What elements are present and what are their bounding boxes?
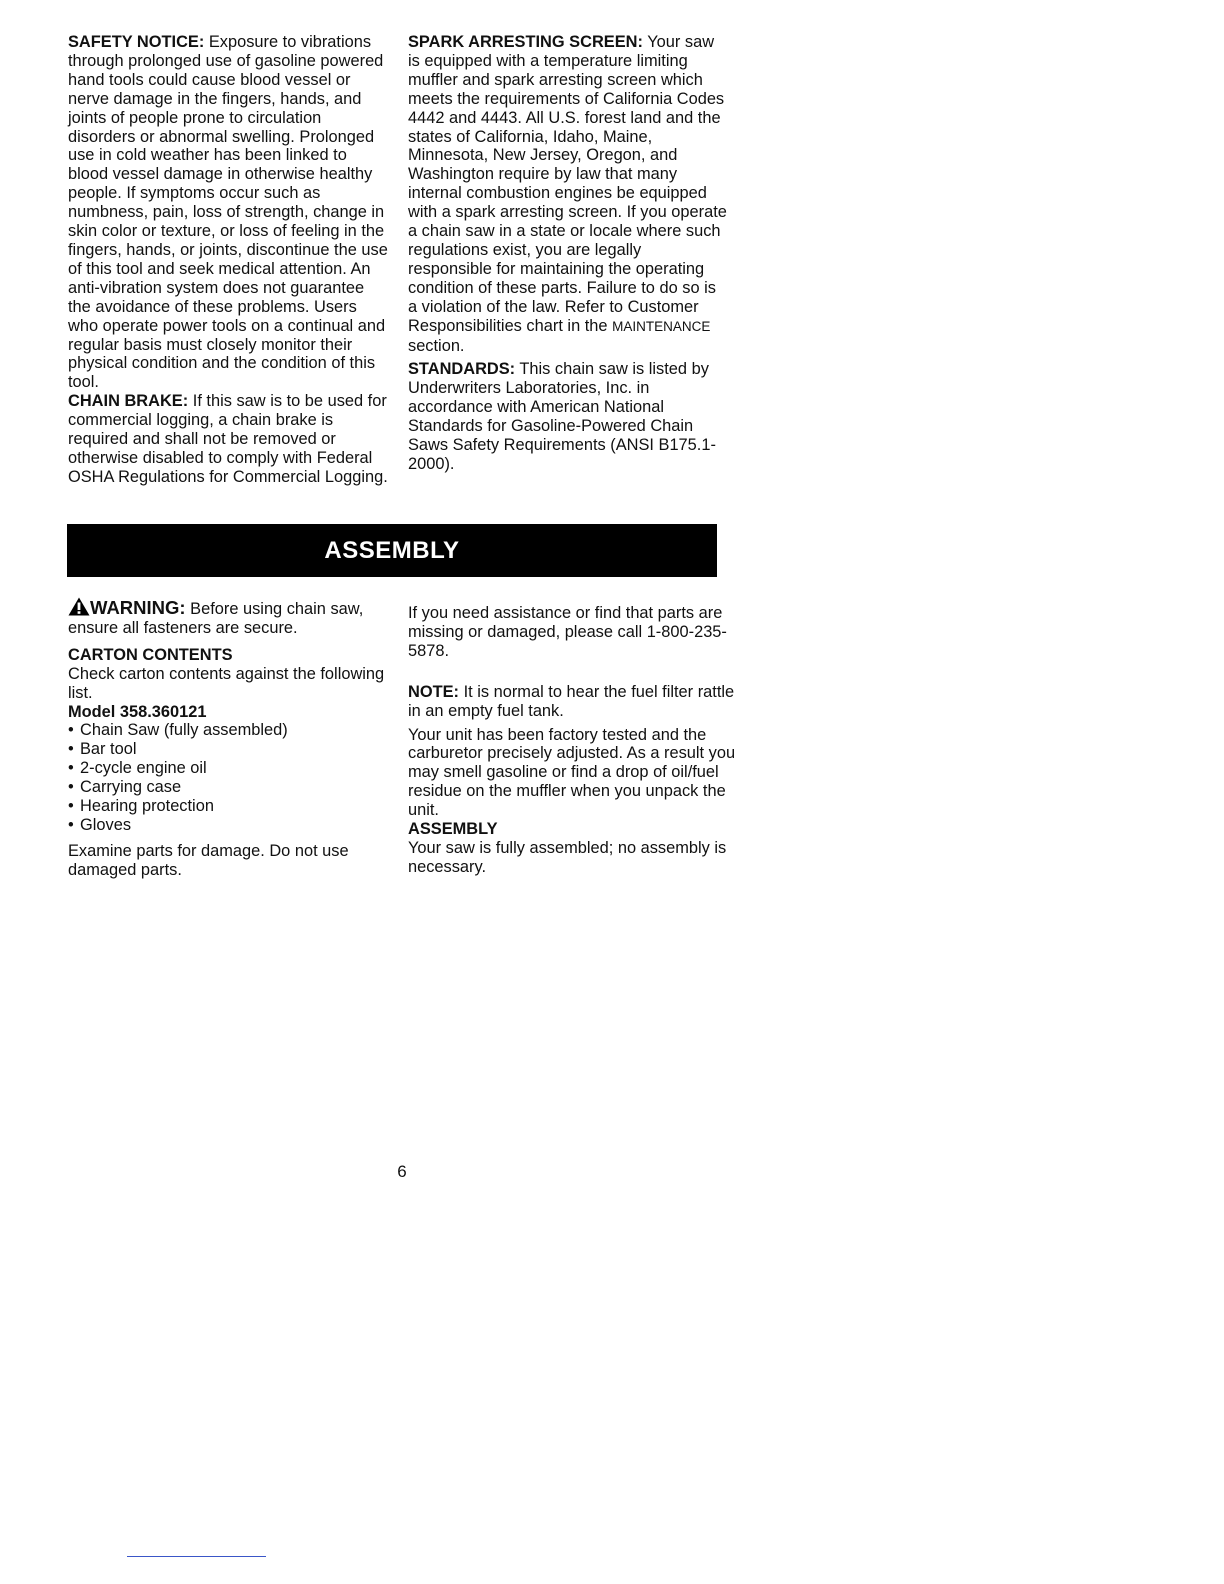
chain-brake-text: If this saw is to be used for commercial logging, a chain brake is required and shall not be removed or otherwise disabled to comply with Federal OSHA Regulations for Commercial Logging. — [68, 392, 388, 486]
bottom-right-column — [408, 604, 738, 877]
page-number: 6 — [397, 1162, 407, 1181]
carton-contents-heading: CARTON CONTENTS — [68, 645, 233, 664]
top-right-column — [408, 33, 728, 474]
list-item: • Carrying case — [68, 778, 388, 797]
assembly-section-banner — [67, 524, 717, 577]
carton-contents-text: Check carton contents against the following list. — [68, 664, 385, 702]
spark-screen-text: Your saw is equipped with a temperature limiting muffler and spark arresting screen which meets the requirements of California Codes 4442 and 4443. All U.S. forest land and the states of California, Idaho, Maine, Minnesota, New Jersey, Oregon, and Washington require by law that many internal combustion engines be equipped with a spark arresting screen. If you operate a chain saw in a state or locale where such regulations exist, you are legally responsible for maintaining the operating condition of these parts. Failure to do so is a violation of the law. Refer to Customer Responsibilities chart in the — [408, 33, 727, 335]
assistance-text: If you need assistance or find that parts are missing or damaged, please call 1-800-235-5878. — [408, 604, 727, 660]
chain-brake-heading: CHAIN BRAKE: — [68, 392, 189, 411]
list-item: • 2-cycle engine oil — [68, 759, 388, 778]
warning-paragraph — [68, 597, 388, 638]
note-heading: NOTE: — [408, 682, 459, 701]
warning-text: Before using chain saw, ensure all fasteners are secure. — [68, 600, 364, 637]
assembly-banner-title: ASSEMBLY — [324, 536, 460, 564]
list-item: • Gloves — [68, 816, 388, 835]
model-number: Model 358.360121 — [68, 702, 207, 721]
chain-brake-paragraph — [68, 392, 388, 487]
maintenance-section-ref: MAINTENANCE — [612, 318, 711, 334]
list-item: • Bar tool — [68, 740, 388, 759]
carton-items-list — [68, 721, 388, 834]
list-item: • Hearing protection — [68, 797, 388, 816]
safety-notice-heading: SAFETY NOTICE: — [68, 33, 205, 51]
bottom-left-column — [68, 597, 388, 880]
note-paragraph — [408, 683, 738, 721]
list-item: • Chain Saw (fully assembled) — [68, 721, 388, 740]
warning-triangle-icon — [68, 597, 90, 616]
footer-divider — [127, 1556, 266, 1557]
standards-paragraph — [408, 360, 728, 473]
standards-text: This chain saw is listed by Underwriters Laboratories, Inc. in accordance with American National Standards for Gasoline-Powered Chain Saws Safety Requirements (ANSI B175.1-2000). — [408, 360, 716, 473]
warning-heading: WARNING: — [90, 597, 186, 618]
safety-notice-paragraph — [68, 33, 388, 392]
assembly-subheading: ASSEMBLY — [408, 820, 498, 839]
standards-heading: STANDARDS: — [408, 360, 516, 379]
spark-screen-paragraph — [408, 33, 728, 355]
factory-tested-text: Your unit has been factory tested and the carburetor precisely adjusted. As a result you may smell gasoline or find a drop of oil/fuel residue on the muffler when you unpack the unit. — [408, 725, 736, 820]
note-text: It is normal to hear the fuel filter rattle in an empty fuel tank. — [408, 682, 735, 720]
spark-screen-text-end: section. — [408, 336, 465, 355]
assembly-text: Your saw is fully assembled; no assembly is necessary. — [408, 838, 727, 876]
spark-screen-heading: SPARK ARRESTING SCREEN: — [408, 33, 643, 51]
safety-notice-text: Exposure to vibrations through prolonged use of gasoline powered hand tools could cause blood vessel or nerve damage in the fingers, hands, and joints of people prone to circulation disorders or abnormal swelling. Prolonged use in cold weather has been linked to blood vessel damage in otherwise healthy people. If symptoms occur such as numbness, pain, loss of strength, change in skin color or texture, or loss of feeling in the fingers, hands, or joints, discontinue the use of this tool and seek medical attention. An anti-vibration system does not guarantee the avoidance of these problems. Users who operate power tools on a continual and regular basis must closely monitor their physical condition and the condition of this tool. — [68, 33, 388, 392]
top-left-column — [68, 33, 388, 487]
examine-parts-text: Examine parts for damage. Do not use damaged parts. — [68, 841, 349, 879]
